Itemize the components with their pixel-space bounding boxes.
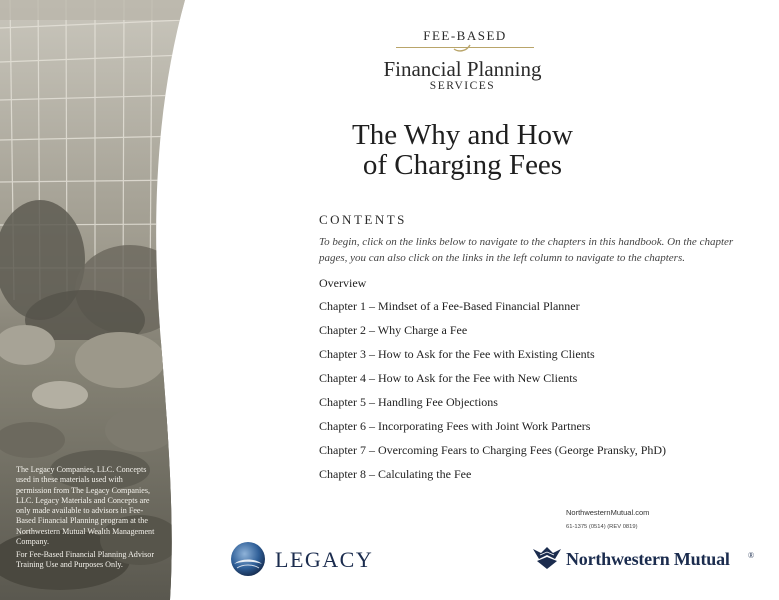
toc-link-chapter-3[interactable] <box>319 347 666 371</box>
page-title <box>300 120 625 180</box>
toc-link-chapter-5[interactable] <box>319 395 666 419</box>
brand-sub-text: SERVICES <box>429 80 496 92</box>
title-line-2: of Charging Fees <box>362 149 563 181</box>
toc-link-label: Chapter 6 – Incorporating Fees with Joint Work Partners <box>319 419 591 433</box>
document-code: 61-1375 (0514) (REV 0819) <box>566 524 638 530</box>
website-url: NorthwesternMutual.com <box>566 508 650 517</box>
northwestern-mutual-logo-text: Northwestern Mutual <box>566 549 730 569</box>
toc-link-chapter-6[interactable] <box>319 419 666 443</box>
contents-heading: CONTENTS <box>319 212 407 227</box>
table-of-contents <box>319 299 666 491</box>
eagle-logo-icon <box>531 543 563 571</box>
contents-intro: To begin, click on the links below to navigate to the chapters in this handbook. On the chapter pages, you can also click on the links in the left column to navigate to the chapters. <box>319 236 734 264</box>
brand-top-text: FEE-BASED <box>423 28 507 43</box>
toc-link-label: Chapter 1 – Mindset of a Fee-Based Financial Planner <box>319 299 580 313</box>
globe-logo-icon <box>229 540 267 578</box>
toc-link-label: Chapter 7 – Overcoming Fears to Charging Fees (George Pransky, PhD) <box>319 443 667 457</box>
swoosh-ornament-icon <box>452 43 472 53</box>
toc-link-label: Chapter 3 – How to Ask for the Fee with Existing Clients <box>319 347 595 361</box>
legal-notice: The Legacy Companies, LLC. Concepts used in these materials used with permission from The Legacy Companies, LLC. Legacy Materials and Concepts are only made available to advisors in Fee-Based Financial Planning program at the Northwestern Mutual Wealth Management Company. <box>16 465 155 547</box>
toc-link-chapter-1[interactable] <box>319 299 666 323</box>
training-use-notice: For Fee-Based Financial Planning Advisor Training Use and Purposes Only. <box>16 550 155 570</box>
toc-link-label: Chapter 2 – Why Charge a Fee <box>319 323 468 337</box>
toc-link-label: Chapter 4 – How to Ask for the Fee with New Clients <box>319 371 578 385</box>
toc-link-label: Chapter 8 – Calculating the Fee <box>319 467 472 481</box>
toc-link-chapter-7[interactable] <box>319 443 666 467</box>
title-line-1: The Why and How <box>352 119 573 151</box>
legacy-logo-text: LEGACY <box>275 547 374 572</box>
toc-link-chapter-4[interactable] <box>319 371 666 395</box>
toc-link-overview[interactable]: Overview <box>319 276 367 290</box>
toc-link-label: Chapter 5 – Handling Fee Objections <box>319 395 498 409</box>
toc-link-chapter-8[interactable] <box>319 467 666 491</box>
registered-mark: ® <box>748 551 755 560</box>
brand-main-text: Financial Planning <box>383 57 542 81</box>
toc-link-chapter-2[interactable] <box>319 323 666 347</box>
